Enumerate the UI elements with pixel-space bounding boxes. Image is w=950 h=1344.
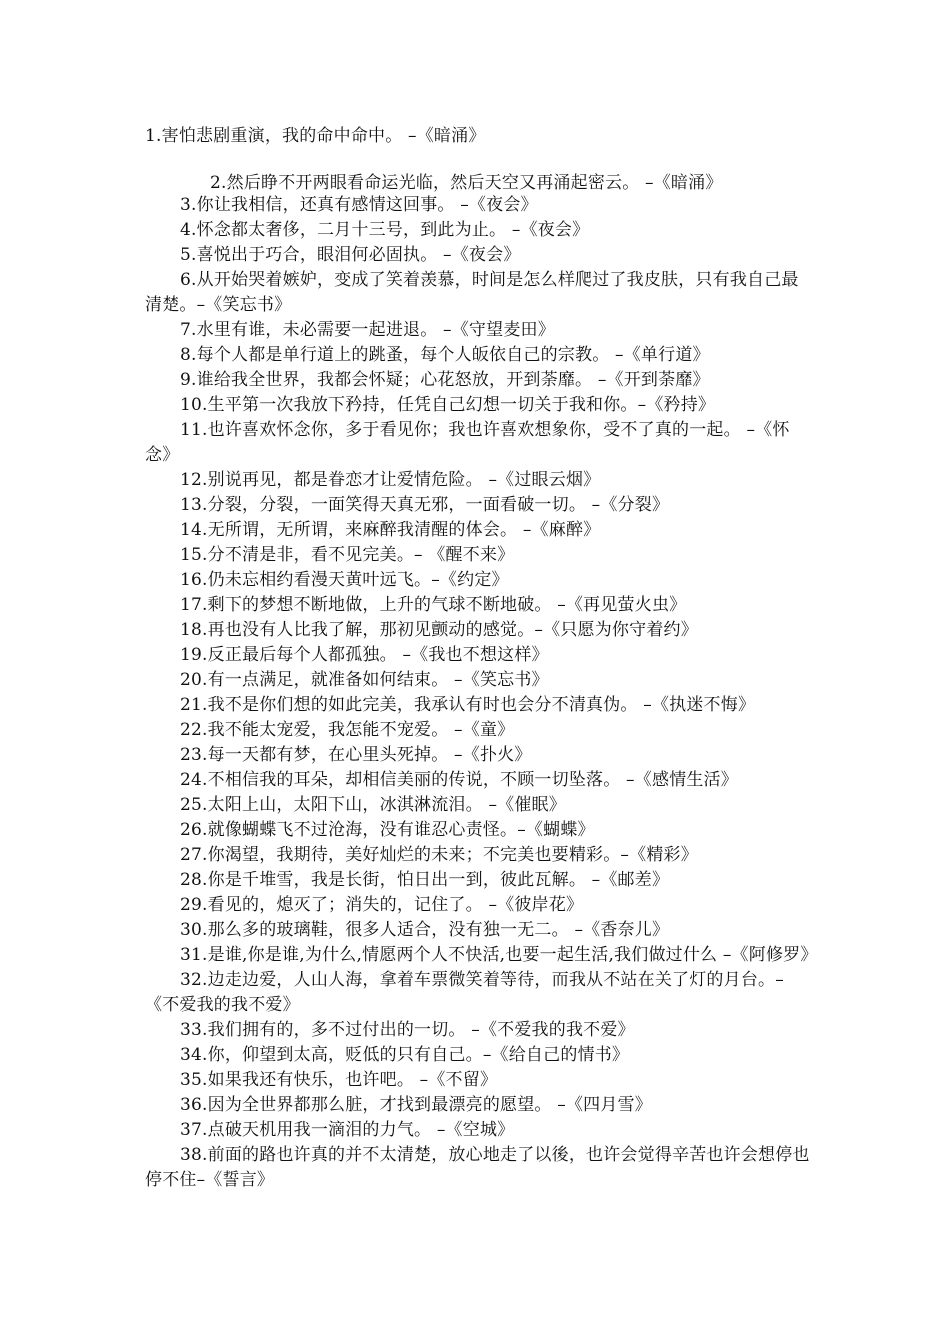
quote-item: 3.你让我相信，还真有感情这回事。 –《夜会》 xyxy=(180,195,538,215)
quote-item: 15.分不清是非，看不见完美。– 《醒不来》 xyxy=(180,545,515,565)
quote-item: 19.反正最后每个人都孤独。 –《我也不想这样》 xyxy=(180,645,549,665)
quote-line-1: 1.害怕悲剧重演，我的命中命中。 –《暗涌》 xyxy=(145,126,486,146)
quote-item: 10.生平第一次我放下矜持，任凭自己幻想一切关于我和你。–《矜持》 xyxy=(180,395,716,415)
quote-item: 7.水里有谁，未必需要一起进退。 –《守望麦田》 xyxy=(180,320,555,340)
quote-item: 6.从开始哭着嫉妒，变成了笑着羡慕，时间是怎么样爬过了我皮肤，只有我自己最清楚。–《笑忘书》 xyxy=(145,270,799,315)
quote-list xyxy=(145,193,818,1193)
quote-item: 35.如果我还有快乐，也许吧。 –《不留》 xyxy=(180,1070,498,1090)
quote-item: 20.有一点满足，就准备如何结束。 –《笑忘书》 xyxy=(180,670,549,690)
quote-item: 26.就像蝴蝶飞不过沧海，没有谁忍心责怪。–《蝴蝶》 xyxy=(180,820,595,840)
quote-item: 23.每一天都有梦，在心里头死掉。 –《扑火》 xyxy=(180,745,532,765)
quote-item: 37.点破天机用我一滴泪的力气。 –《空城》 xyxy=(180,1120,515,1140)
quote-item: 29.看见的，熄灭了；消失的，记住了。 –《彼岸花》 xyxy=(180,895,584,915)
quote-item: 4.怀念都太奢侈，二月十三号，到此为止。 –《夜会》 xyxy=(180,220,590,240)
quote-item: 13.分裂，分裂，一面笑得天真无邪，一面看破一切。 –《分裂》 xyxy=(180,495,670,515)
quote-item: 28.你是千堆雪，我是长街，怕日出一到，彼此瓦解。 –《邮差》 xyxy=(180,870,670,890)
quote-item: 31.是谁,你是谁,为什么,情愿两个人不快活,也要一起生活,我们做过什么 –《阿修罗》 xyxy=(180,945,818,965)
quote-item: 38.前面的路也许真的并不太清楚，放心地走了以後，也许会觉得辛苦也许会想停也停不住–《誓言》 xyxy=(145,1145,810,1190)
quote-item: 30.那么多的玻璃鞋，很多人适合，没有独一无二。 –《香奈儿》 xyxy=(180,920,670,940)
quote-item: 12.别说再见，都是眷恋才让爱情危险。 –《过眼云烟》 xyxy=(180,470,601,490)
quote-item: 18.再也没有人比我了解，那初见颤动的感觉。–《只愿为你守着约》 xyxy=(180,620,698,640)
quote-item: 11.也许喜欢怀念你，多于看见你；我也许喜欢想象你，受不了真的一起。 –《怀念》 xyxy=(145,420,790,465)
quote-item: 21.我不是你们想的如此完美，我承认有时也会分不清真伪。 –《执迷不悔》 xyxy=(180,695,756,715)
quote-line-2: 2.然后睁不开两眼看命运光临，然后天空又再涌起密云。 –《暗涌》 xyxy=(210,173,723,193)
quote-item: 14.无所谓，无所谓，来麻醉我清醒的体会。 –《麻醉》 xyxy=(180,520,601,540)
quote-item: 27.你渴望，我期待，美好灿烂的未来；不完美也要精彩。–《精彩》 xyxy=(180,845,698,865)
quote-item: 34.你，仰望到太高，贬低的只有自己。–《给自己的情书》 xyxy=(180,1045,630,1065)
quote-item: 24.不相信我的耳朵，却相信美丽的传说，不顾一切坠落。 –《感情生活》 xyxy=(180,770,738,790)
quote-item: 9.谁给我全世界，我都会怀疑；心花怒放，开到荼靡。 –《开到荼靡》 xyxy=(180,370,710,390)
quote-item: 17.剩下的梦想不断地做，上升的气球不断地破。 –《再见萤火虫》 xyxy=(180,595,687,615)
quote-item: 22.我不能太宠爱，我怎能不宠爱。 –《童》 xyxy=(180,720,515,740)
quote-item: 16.仍未忘相约看漫天黄叶远飞。–《约定》 xyxy=(180,570,509,590)
quote-item: 33.我们拥有的，多不过付出的一切。 –《不爱我的我不爱》 xyxy=(180,1020,635,1040)
quote-item: 25.太阳上山，太阳下山，冰淇淋流泪。 –《催眠》 xyxy=(180,795,566,815)
quote-item: 36.因为全世界都那么脏，才找到最漂亮的愿望。 –《四月雪》 xyxy=(180,1095,652,1115)
quote-item: 5.喜悦出于巧合，眼泪何必固执。 –《夜会》 xyxy=(180,245,521,265)
quote-item: 32.边走边爱，人山人海，拿着车票微笑着等待，而我从不站在关了灯的月台。–《不爱我的我不爱》 xyxy=(145,970,784,1015)
quote-item: 8.每个人都是单行道上的跳蚤，每个人皈依自己的宗教。 –《单行道》 xyxy=(180,345,710,365)
